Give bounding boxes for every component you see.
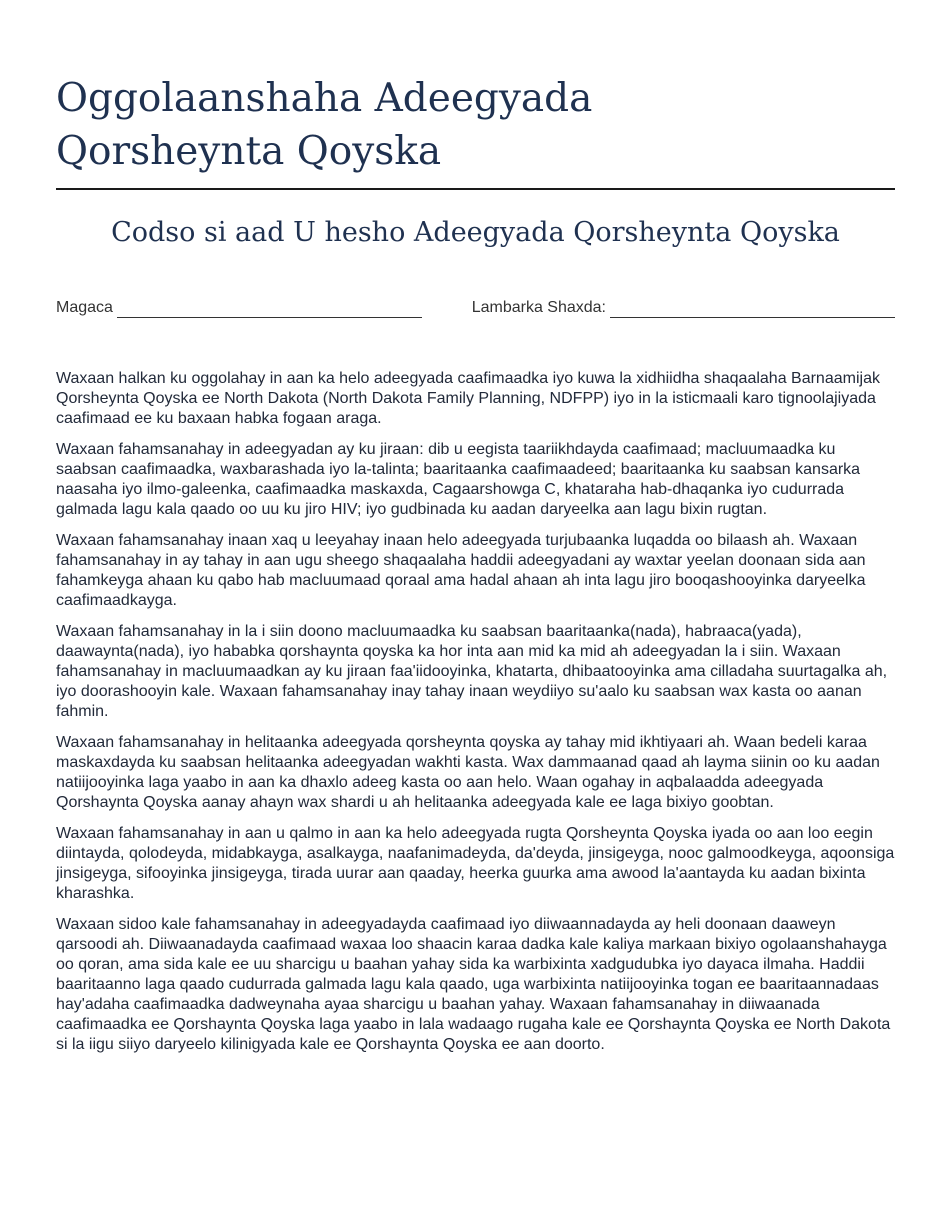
- document-subtitle: Codso si aad U hesho Adeegyada Qorsheynta Qoyska: [111, 217, 840, 248]
- consent-paragraph-2: Waxaan fahamsanahay in adeegyadan ay ku jiraan: dib u eegista taariikhdayda caafimaad; macluumaadka ku saabsan caafimaadka, waxbarashada iyo la-talinta; baaritaanka caafimaadeed; baaritaanka ku saabsan kansarka naasaha iyo ilmo-galeenka, caafimaadka maskaxda, Cagaarshowga C, khataraha hab-dhaqanka iyo cudurrada galmada lagu kala qaado oo uu ku jiro HIV; iyo gudbinada ku aadan daryeelka aan lagu bixin rugtan.: [56, 441, 861, 518]
- consent-form-page: [56, 72, 895, 1066]
- form-fields-row: [56, 298, 895, 318]
- name-field-line[interactable]: [117, 302, 422, 318]
- consent-paragraph-7: Waxaan sidoo kale fahamsanahay in adeegyadayda caafimaad iyo diiwaannadayda ay heli doonaan daaweyn qarsoodi ah. Diiwaanadayda caafimaad waxaa loo shaacin karaa dadka kale kaliya markaan bixiyo ogolaanshahayga oo qoran, ama sida kale ee uu sharcigu u baahan yahay sida ka warbixinta xadgudubka iyo dayaca ilmaha. Haddii baaritaanno laga qaado cudurrada galmada lagu kala qaado, uga warbixinta natiijooyinka togan ee baaritaannadaas hay'adaha caafimaadka dadweynaha ayaa sharcigu u baahan yahay. Waxaan fahamsanahay in diiwaanada caafimaadka ee Qorshaynta Qoyska laga yaabo in lala wadaago rugaha kale ee Qorshaynta Qoyska ee North Dakota si la iigu siiyo daryeelo kilinigyada kale ee Qorshaynta Qoyska ee aan doorto.: [56, 916, 891, 1053]
- document-title: [56, 72, 895, 188]
- consent-body: [56, 369, 895, 1055]
- consent-paragraph-1: Waxaan halkan ku oggolahay in aan ka helo adeegyada caafimaadka iyo kuwa la xidhiidha shaqaalaha Barnaamijak Qorsheynta Qoyska ee North Dakota (North Dakota Family Planning, NDFPP) iyo in la isticmaali karo tignoolajiyada caafimaad ee ku baxaan habka fogaan araga.: [56, 370, 880, 427]
- consent-paragraph-5: Waxaan fahamsanahay in helitaanka adeegyada qorsheynta qoyska ay tahay mid ikhtiyaari ah. Waan bedeli karaa maskaxdayda ku saabsan helitaanka adeegyadan wakhti kasta. Wax dammaanad qaad ah layma siinin oo ku aadan natiijooyinka laga yaabo in aan ka dhaxlo adeeg kasta oo aan helo. Waan ogahay in aqbalaadda adeegyada Qorshaynta Qoyska aanay ahayn wax shardi u ah helitaanka adeegyada kale ee laga bixiyo goobtan.: [56, 734, 880, 811]
- name-field-label: Magaca: [56, 299, 113, 316]
- consent-paragraph-6: Waxaan fahamsanahay in aan u qalmo in aan ka helo adeegyada rugta Qorsheynta Qoyska iyada oo aan loo eegin diintayda, qolodeyda, midabkayga, asalkayga, naafanimadeyda, da'deyda, jinsigeyga, nooc galmoodkeyga, aqoonsiga jinsigeyga, sifooyinka jinsigeyga, tirada uurar aan qaaday, heerka guurka ama awood la'aantayda ku aadan bixinta kharashka.: [56, 825, 895, 902]
- title-divider: [56, 188, 895, 190]
- chart-number-field-line[interactable]: [610, 302, 895, 318]
- name-field[interactable]: [56, 298, 422, 318]
- consent-paragraph-3: Waxaan fahamsanahay inaan xaq u leeyahay inaan helo adeegyada turjubaanka luqadda oo bilaash ah. Waxaan fahamsanahay in ay tahay in aan ugu sheego shaqaalaha haddii adeegyadani ay waxtar yeelan doonaan sida aan fahamkeyga ahaan ku qabo hab macluumaad qoraal ama hadal ahaan ah inta lagu jiro booqashooyinka daryeelka caafimaadkayga.: [56, 532, 866, 609]
- chart-number-field-label: Lambarka Shaxda:: [471, 299, 606, 316]
- chart-number-field[interactable]: [472, 298, 895, 318]
- document-title-line-2: Qorsheynta Qoyska: [56, 129, 442, 174]
- consent-paragraph-4: Waxaan fahamsanahay in la i siin doono macluumaadka ku saabsan baaritaanka(nada), habraaca(yada), daawaynta(nada), iyo hababka qorshaynta qoyska ka hor inta aan mid ka mid ah adeegyadan la i siin. Waxaan fahamsanahay in macluumaadkan ay ku jiraan faa'iidooyinka, khatarta, dhibaatooyinka ama cilladaha suurtagalka ah, iyo doorashooyin kale. Waxaan fahamsanahay inay tahay inaan weydiiyo su'aalo ku saabsan wax kasta oo aanan fahmin.: [56, 623, 888, 720]
- document-title-line-1: Oggolaanshaha Adeegyada: [56, 76, 593, 121]
